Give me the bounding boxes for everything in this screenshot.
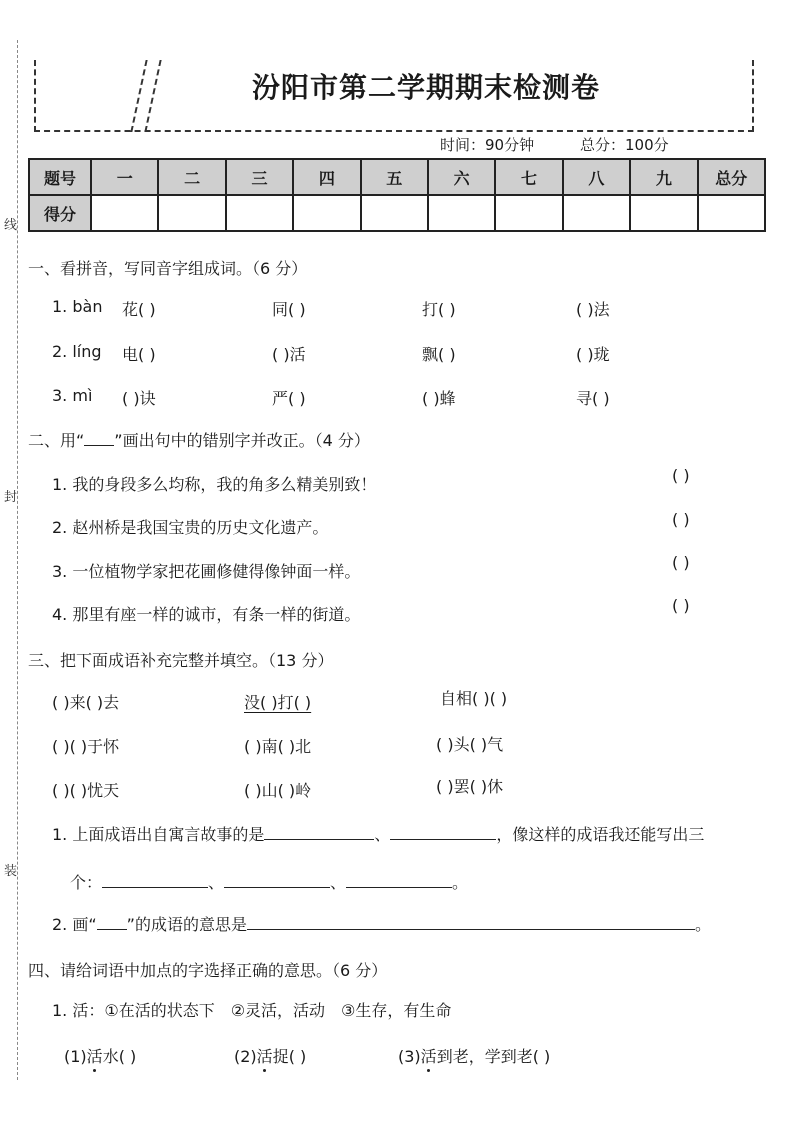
score-cell[interactable] [361, 195, 428, 231]
score-cell[interactable] [428, 195, 495, 231]
score-table-column: 四 [293, 159, 360, 195]
s3-idiom-3: 自相( )( ) [440, 689, 508, 708]
underline-sample [97, 915, 127, 930]
s1-row1-label: 1. bàn [52, 297, 103, 316]
s3-q1-blank-2[interactable] [390, 825, 496, 840]
score-table-score-row [29, 195, 765, 231]
binding-label-line: 线 [4, 218, 18, 233]
s1-row2-item-c: 飘( ) [422, 345, 456, 364]
s1-row1-item-b: 同( ) [272, 300, 306, 319]
s4-option-3-dotted-char: 活 [420, 1047, 437, 1066]
score-cell[interactable] [91, 195, 158, 231]
s1-row3-item-c: ( )蜂 [422, 389, 456, 408]
s3-q2-answer-blank[interactable] [247, 915, 695, 930]
s3-idiom-6: ( )头( )气 [436, 735, 504, 754]
s3-idiom-8: ( )山( )岭 [244, 781, 312, 800]
s4-option-2-dotted-char: 活 [256, 1047, 273, 1066]
s3-q1-blank-4[interactable] [224, 873, 330, 888]
s2-item-2: 2. 赵州桥是我国宝贵的历史文化遗产。 [52, 518, 329, 537]
score-table-score-label: 得分 [29, 195, 91, 231]
s4-option-3 [398, 1044, 550, 1067]
score-cell[interactable] [698, 195, 765, 231]
binding-dashed-line [17, 40, 18, 1080]
s4-option-1-number: (1) [64, 1047, 87, 1066]
s4-option-2-number: (2) [234, 1047, 257, 1066]
score-cell[interactable] [293, 195, 360, 231]
s1-row1-item-c: 打( ) [422, 300, 456, 319]
binding-label-seal: 封 [4, 490, 18, 505]
s1-row3-item-b: 严( ) [272, 389, 306, 408]
s3-q1-separator: 、 [208, 873, 225, 892]
section-3-title: 三、把下面成语补充完整并填空。（13 分） [28, 651, 334, 670]
s4-option-1-dotted-char: 活 [86, 1047, 103, 1066]
s3-idiom-4: ( )( )于怀 [52, 737, 120, 756]
score-cell[interactable] [630, 195, 697, 231]
score-table-column: 九 [630, 159, 697, 195]
binding-label-bind: 装 [4, 864, 18, 879]
s4-option-1 [64, 1044, 136, 1067]
s4-option-3-rest: 到老，学到老( ) [436, 1047, 551, 1066]
score-table-column: 五 [361, 159, 428, 195]
s2-answer-paren-4[interactable]: ( ) [672, 596, 690, 615]
s3-q1-separator: 、 [330, 873, 347, 892]
s3-q1-blank-1[interactable] [264, 825, 374, 840]
s3-idiom-2-underlined: 没( )打( ) [244, 693, 312, 712]
s1-row3-item-a: ( )诀 [122, 389, 156, 408]
s3-q1-line2-end: 。 [452, 873, 469, 892]
section-2-title-post: ”画出句中的错别字并改正。（4 分） [114, 431, 370, 450]
s1-row1-item-a: 花( ) [122, 300, 156, 319]
s3-idiom-9: ( )罢( )休 [436, 777, 504, 796]
s2-answer-paren-3[interactable]: ( ) [672, 553, 690, 572]
s3-q1-blank-5[interactable] [346, 873, 452, 888]
s3-q2-end: 。 [694, 915, 711, 934]
s2-item-1: 1. 我的身段多么均称，我的角多么精美别致！ [52, 475, 377, 494]
s4-option-3-number: (3) [398, 1047, 421, 1066]
score-table-column: 八 [563, 159, 630, 195]
s2-item-4: 4. 那里有座一样的诚市，有条一样的街道。 [52, 605, 361, 624]
score-table-column: 六 [428, 159, 495, 195]
s1-row3-label: 3. mì [52, 386, 93, 405]
score-table-column: 二 [158, 159, 225, 195]
s3-idiom-1: ( )来( )去 [52, 693, 120, 712]
s1-row1-item-d: ( )法 [576, 300, 610, 319]
s4-option-2-rest: 捉( ) [272, 1047, 307, 1066]
s3-q2-prefix: 2. 画“ [52, 915, 97, 934]
score-table-head-label: 题号 [29, 159, 91, 195]
score-cell[interactable] [563, 195, 630, 231]
s1-row2-item-b: ( )活 [272, 345, 306, 364]
score-table-column: 总分 [698, 159, 765, 195]
section-4-title: 四、请给词语中加点的字选择正确的意思。（6 分） [28, 961, 388, 980]
s3-question-1-line2 [70, 870, 468, 893]
s2-item-3: 3. 一位植物学家把花圃修健得像钟面一样。 [52, 562, 361, 581]
score-table-header-row [29, 159, 765, 195]
score-table-column: 三 [226, 159, 293, 195]
s1-row2-item-a: 电( ) [122, 345, 156, 364]
score-table-column: 一 [91, 159, 158, 195]
score-table [28, 158, 766, 232]
s3-q1-separator: 、 [374, 825, 391, 844]
s4-option-1-rest: 水( ) [102, 1047, 137, 1066]
s2-answer-paren-2[interactable]: ( ) [672, 510, 690, 529]
s1-row3-item-d: 寻( ) [576, 389, 610, 408]
section-2-title [28, 428, 370, 451]
s4-option-2 [234, 1044, 306, 1067]
s3-question-2 [52, 912, 711, 935]
score-cell[interactable] [158, 195, 225, 231]
s3-question-1 [52, 822, 704, 845]
s3-idiom-5: ( )南( )北 [244, 737, 312, 756]
s3-q1-prefix: 1. 上面成语出自寓言故事的是 [52, 825, 265, 844]
score-cell[interactable] [495, 195, 562, 231]
s1-row2-item-d: ( )珑 [576, 345, 610, 364]
s3-idiom-7: ( )( )忧天 [52, 781, 120, 800]
section-1-title: 一、看拼音，写同音字组成词。（6 分） [28, 259, 308, 278]
s2-answer-paren-1[interactable]: ( ) [672, 466, 690, 485]
s4-question-1: 1. 活：①在活的状态下 ②灵活，活动 ③生存，有生命 [52, 1001, 452, 1020]
section-2-title-pre: 二、用“ [28, 431, 85, 450]
underline-sample [84, 431, 114, 446]
s3-q1-blank-3[interactable] [102, 873, 208, 888]
s3-q1-suffix: ，像这样的成语我还能写出三 [496, 825, 705, 844]
s1-row2-label: 2. líng [52, 342, 102, 361]
s3-q1-line2-prefix: 个： [70, 873, 103, 892]
s3-q2-mid: ”的成语的意思是 [126, 915, 247, 934]
exam-time: 时间：90分钟 [440, 136, 535, 154]
exam-total: 总分：100分 [580, 136, 669, 154]
score-table-column: 七 [495, 159, 562, 195]
exam-title: 汾阳市第二学期期末检测卷 [252, 71, 601, 104]
score-cell[interactable] [226, 195, 293, 231]
